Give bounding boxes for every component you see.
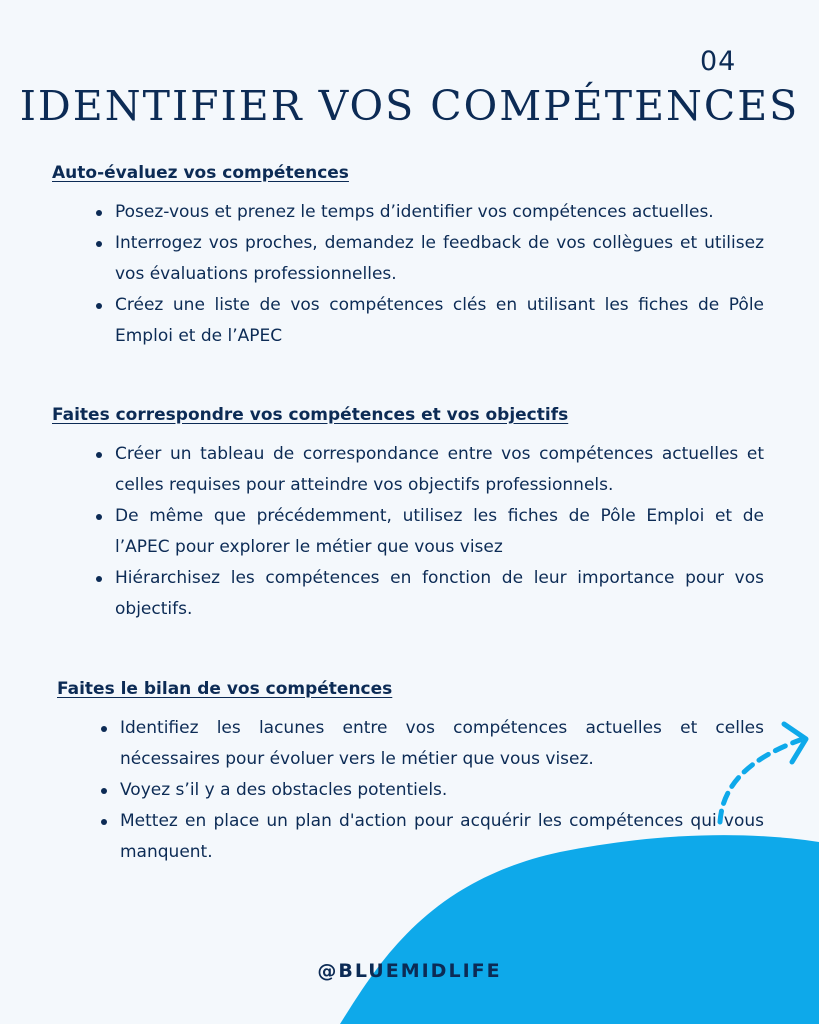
section-correspondance (52, 405, 764, 625)
page-number: 04 (700, 46, 737, 77)
section-heading: Faites correspondre vos compétences et vos objectifs (52, 405, 569, 425)
list-item: De même que précédemment, utilisez les fiches de Pôle Emploi et de l’APEC pour explorer le métier que vous visez (94, 501, 764, 563)
bullet-list (52, 439, 764, 625)
section-auto-evaluation (52, 163, 764, 352)
social-handle: @BLUEMIDLIFE (317, 960, 502, 982)
list-item: Créer un tableau de correspondance entre vos compétences actuelles et celles requises pour atteindre vos objectifs professionnels. (94, 439, 764, 501)
bullet-list (52, 197, 764, 352)
bullet-list (57, 713, 764, 868)
dashed-arrow-icon (700, 712, 819, 832)
section-heading: Auto-évaluez vos compétences (52, 163, 349, 183)
list-item: Interrogez vos proches, demandez le feedback de vos collègues et utilisez vos évaluations professionnelles. (94, 228, 764, 290)
list-item: Voyez s’il y a des obstacles potentiels. (99, 775, 764, 806)
list-item: Créez une liste de vos compétences clés en utilisant les fiches de Pôle Emploi et de l’APEC (94, 290, 764, 352)
page-title: IDENTIFIER VOS COMPÉTENCES (19, 82, 800, 130)
list-item: Identifiez les lacunes entre vos compétences actuelles et celles nécessaires pour évoluer vers le métier que vous visez. (99, 713, 764, 775)
list-item: Posez-vous et prenez le temps d’identifier vos compétences actuelles. (94, 197, 764, 228)
section-heading: Faites le bilan de vos compétences (57, 679, 393, 699)
list-item: Hiérarchisez les compétences en fonction de leur importance pour vos objectifs. (94, 563, 764, 625)
list-item: Mettez en place un plan d'action pour acquérir les compétences qui vous manquent. (99, 806, 764, 868)
section-bilan (57, 679, 764, 868)
